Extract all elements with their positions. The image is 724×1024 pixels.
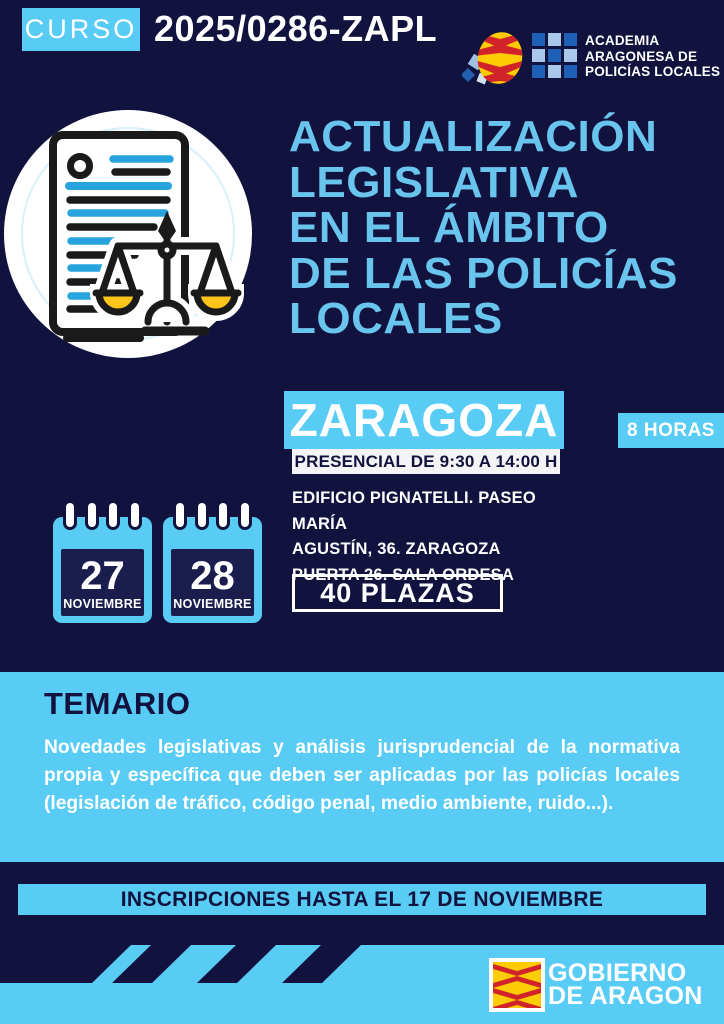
deadline-banner: INSCRIPCIONES HASTA EL 17 DE NOVIEMBRE — [18, 884, 706, 915]
calendar-rings — [163, 500, 262, 530]
temario-body: Novedades legislativas y análisis jurisprudencial de la normativa propia y específica que deben ser aplicadas por las policías locales (legislación de tráfico, código penal, medio ambiente, ruido...). — [44, 737, 680, 814]
calendar-month: NOVIEMBRE — [173, 596, 252, 611]
course-title — [289, 114, 719, 342]
title-line: LOCALES — [289, 294, 503, 343]
gobierno-de-aragon-logo — [489, 958, 703, 1012]
calendar-month: NOVIEMBRE — [63, 596, 142, 611]
city-banner: ZARAGOZA — [284, 391, 564, 449]
gobierno-line2: DE ARAGON — [548, 982, 703, 1010]
calendar-body — [53, 517, 152, 623]
title-line: EN EL ÁMBITO — [289, 203, 609, 252]
academy-name-line1: ACADEMIA — [585, 33, 660, 48]
legal-document-scales-icon — [4, 110, 252, 358]
gobierno-text — [548, 959, 703, 1010]
location-text — [292, 486, 592, 588]
location-line: AGUSTÍN, 36. ZARAGOZA — [292, 540, 501, 558]
aragon-oval-flag-icon — [462, 26, 532, 92]
academy-name — [585, 33, 720, 80]
curso-badge: CURSO — [22, 8, 140, 51]
temario-section — [0, 672, 724, 862]
aragon-shield-icon — [489, 958, 545, 1012]
location-line: EDIFICIO PIGNATELLI. PASEO MARÍA — [292, 489, 536, 533]
squares-grid-icon — [532, 33, 578, 79]
title-line: ACTUALIZACIÓN — [289, 112, 658, 161]
schedule-box: PRESENCIAL DE 9:30 A 14:00 H — [292, 449, 560, 474]
calendar-date — [171, 549, 254, 616]
calendar-body — [163, 517, 262, 623]
calendar-rings — [53, 500, 152, 530]
location-line: PUERTA 26. SALA ORDESA — [292, 565, 514, 584]
calendar-date — [61, 549, 144, 616]
calendar-day: 27 — [80, 553, 125, 598]
duration-badge: 8 HORAS — [618, 413, 724, 448]
gobierno-line1: GOBIERNO — [548, 959, 687, 987]
title-line: DE LAS POLICÍAS — [289, 248, 678, 298]
course-code: 2025/0286-ZAPL — [154, 8, 438, 49]
calendar-day: 28 — [190, 553, 235, 598]
academy-name-line3: POLICÍAS LOCALES — [585, 64, 721, 79]
academy-logo — [462, 26, 720, 92]
temario-heading: TEMARIO — [44, 686, 191, 721]
title-line: LEGISLATIVA — [289, 157, 579, 207]
academy-name-line2: ARAGONESA DE — [585, 48, 698, 64]
calendar-icon-date-1 — [53, 500, 152, 623]
capacity-box: 40 PLAZAS — [292, 574, 503, 612]
calendar-icon-date-2 — [163, 500, 262, 623]
